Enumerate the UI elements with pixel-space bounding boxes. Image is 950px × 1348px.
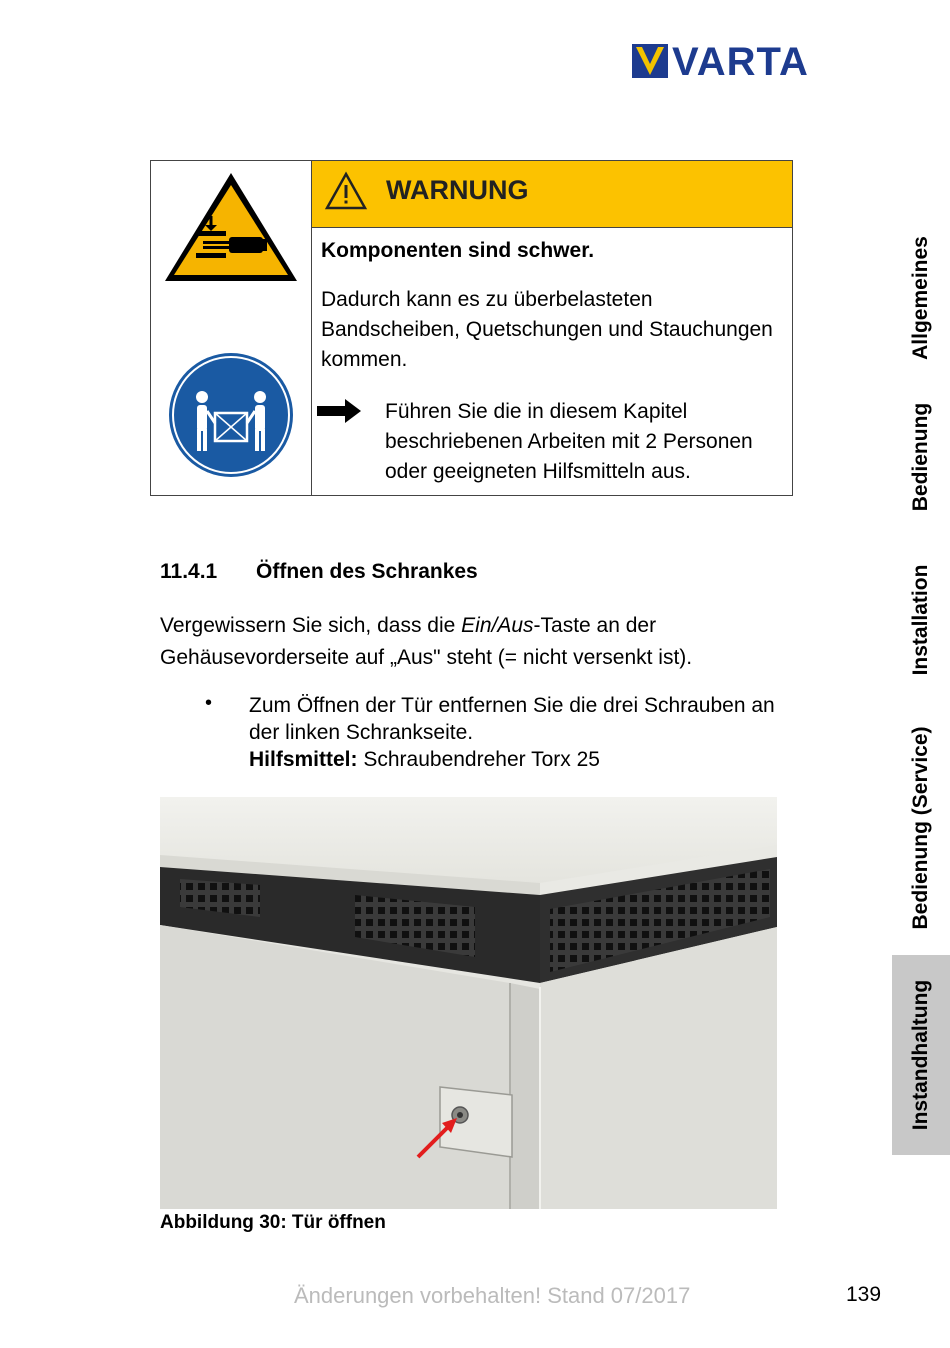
cabinet-photo [160,797,777,1209]
warning-icons-column [151,161,312,495]
bullet-marker: • [205,692,213,714]
warning-action [321,397,782,487]
logo-text: VARTA [672,40,809,84]
bullet-line: der linken Schrankseite. [249,721,474,744]
bullet-line: Zum Öffnen der Tür entfernen Sie die drei Schrauben an [249,694,775,717]
warning-action-line: Führen Sie die in diesem Kapitel [385,400,688,423]
side-tab-bedienung[interactable] [892,392,950,522]
warning-action-line: beschriebenen Arbeiten mit 2 Personen [385,430,753,453]
intro-part: Vergewissern Sie sich, dass die [160,614,462,637]
warning-title: WARNUNG [386,175,529,205]
page-number: 139 [846,1283,882,1306]
warning-body [321,231,782,487]
intro-paragraph [160,610,800,674]
footer-note: Änderungen vorbehalten! Stand 07/2017 [294,1283,691,1308]
intro-line [160,610,800,642]
warning-action-text [385,397,782,487]
side-tab-label: Installation [909,564,932,675]
intro-part: -Taste an der [533,614,657,637]
side-tab-allgemeines[interactable] [892,225,950,370]
tool-value: Schraubendreher Torx 25 [357,748,600,771]
tool-line [249,746,839,773]
two-person-lift-icon [169,353,293,477]
side-tab-installation[interactable] [892,552,950,687]
side-tab-label: Bedienung [909,402,932,512]
warning-action-line: oder geeigneten Hilfsmitteln aus. [385,460,691,483]
hand-crush-warning-icon [151,161,311,495]
section-number: 11.4.1 [160,560,218,583]
warning-triangle-icon [324,171,368,211]
intro-line: Gehäusevorderseite auf „Aus" steht (= nicht versenkt ist). [160,646,693,669]
warning-header [312,161,792,228]
varta-logo [632,40,842,84]
intro-emphasis: Ein/Aus [461,614,534,637]
tool-label: Hilfsmittel: [249,748,358,771]
section-title: Öffnen des Schrankes [256,560,478,583]
warning-text: Dadurch kann es zu überbelasteten Bandscheiben, Quetschungen und Stauchungen kommen. [321,288,773,371]
varta-v-icon [632,44,668,78]
bullet-item [249,692,839,773]
side-tab-bedienung-service[interactable] [892,712,950,944]
side-tab-label: Allgemeines [909,235,932,360]
side-tab-instandhaltung[interactable] [892,955,950,1155]
figure-caption: Abbildung 30: Tür öffnen [160,1212,386,1233]
side-tab-label: Instandhaltung [909,979,932,1131]
arrow-right-icon [317,397,363,425]
warning-box [150,160,793,496]
warning-lead: Komponenten sind schwer. [321,239,595,262]
side-tab-label: Bedienung (Service) [909,726,932,930]
